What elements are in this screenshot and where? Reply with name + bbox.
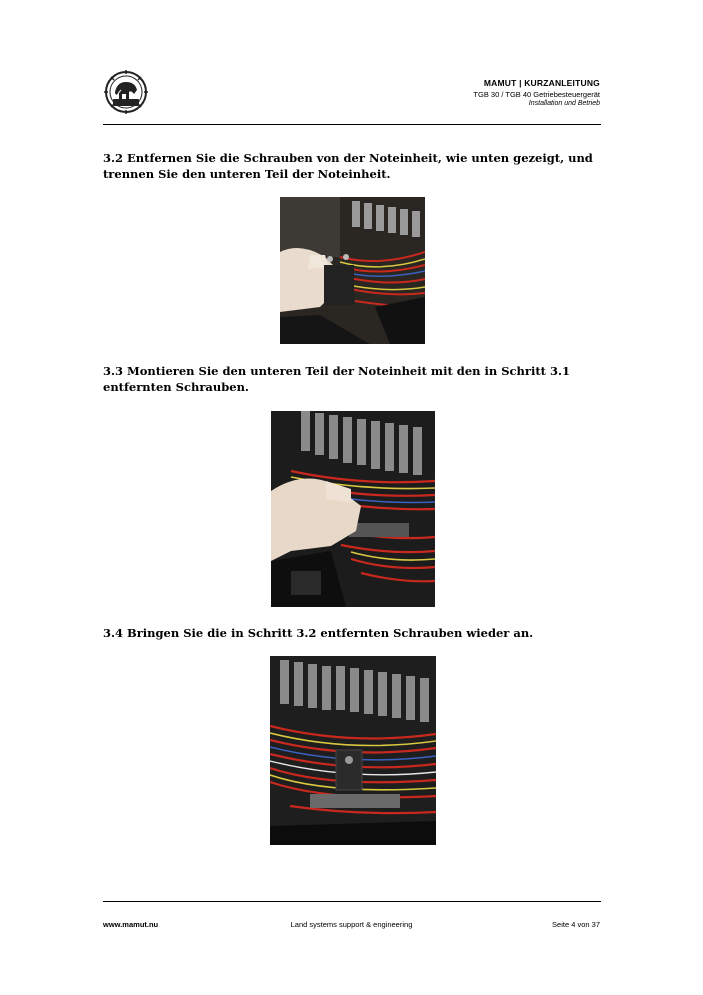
- photo-step-3-4: [270, 656, 436, 845]
- footer-divider: [103, 901, 601, 902]
- footer-page-number: Seite 4 von 37: [552, 920, 600, 929]
- mamut-mammoth-logo-icon: [101, 70, 151, 114]
- header-divider: [103, 124, 601, 125]
- step-3-2-text: 3.2 Entfernen Sie die Schrauben von der Noteinheit, wie unten gezeigt, und trennen Sie den unteren Teil der Noteinheit.: [103, 151, 593, 181]
- photo-step-3-3: [271, 411, 435, 607]
- step-3-3-text: 3.3 Montieren Sie den unteren Teil der Noteinheit mit den in Schritt 3.1 entfernten Schrauben.: [103, 364, 570, 394]
- photo-step-3-2: [280, 197, 425, 344]
- header-subtitle-italic: Installation und Betrieb: [528, 100, 600, 107]
- mamut-logo: [101, 70, 151, 114]
- footer-website: www.mamut.nu: [103, 920, 159, 929]
- footer-tagline: Land systems support & engineering: [290, 920, 413, 929]
- document-header: [473, 78, 600, 107]
- header-title: MAMUT | KURZANLEITUNG: [483, 78, 600, 88]
- header-subtitle: TGB 30 / TGB 40 Getriebesteuergerät: [473, 90, 600, 99]
- step-3-4-text: 3.4 Bringen Sie die in Schritt 3.2 entfernten Schrauben wieder an.: [103, 626, 534, 640]
